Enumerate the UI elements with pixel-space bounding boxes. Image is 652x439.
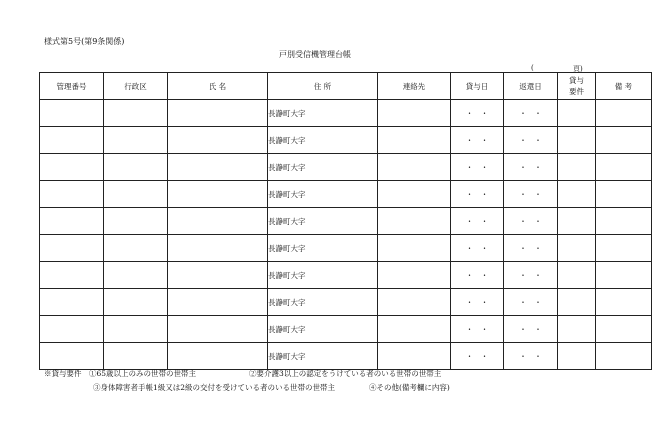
table-row bbox=[40, 100, 652, 127]
table-row bbox=[40, 289, 652, 316]
table-row bbox=[40, 208, 652, 235]
header-row bbox=[40, 73, 652, 100]
column-header-district: 行政区 bbox=[104, 73, 168, 100]
return-date-cell: ・ ・ bbox=[504, 100, 558, 127]
management-number-cell bbox=[40, 100, 104, 127]
contact-cell bbox=[378, 127, 451, 154]
return-date-cell: ・ ・ bbox=[504, 262, 558, 289]
return-date-cell: ・ ・ bbox=[504, 343, 558, 370]
name-cell bbox=[168, 289, 268, 316]
lending-requirement-cell bbox=[558, 289, 596, 316]
lending-requirement-cell bbox=[558, 208, 596, 235]
column-header-management-number: 管理番号 bbox=[40, 73, 104, 100]
lending-requirement-cell bbox=[558, 127, 596, 154]
return-date-cell: ・ ・ bbox=[504, 127, 558, 154]
district-cell bbox=[104, 208, 168, 235]
remarks-cell bbox=[596, 316, 652, 343]
note-item-2: ②要介護3以上の認定をうけている者のいる世帯の世帯主 bbox=[249, 369, 442, 378]
table-row bbox=[40, 316, 652, 343]
management-number-cell bbox=[40, 343, 104, 370]
contact-cell bbox=[378, 235, 451, 262]
table-row bbox=[40, 343, 652, 370]
lend-date-cell: ・ ・ bbox=[451, 235, 504, 262]
lend-date-cell: ・ ・ bbox=[451, 100, 504, 127]
contact-cell bbox=[378, 154, 451, 181]
remarks-cell bbox=[596, 181, 652, 208]
column-header-lend-date: 貸与日 bbox=[451, 73, 504, 100]
district-cell bbox=[104, 262, 168, 289]
district-cell bbox=[104, 100, 168, 127]
form-number: 様式第5号(第9条関係) bbox=[44, 37, 125, 46]
management-number-cell bbox=[40, 127, 104, 154]
address-cell: 長瀞町大字 bbox=[268, 154, 378, 181]
lend-date-cell: ・ ・ bbox=[451, 289, 504, 316]
lend-date-cell: ・ ・ bbox=[451, 316, 504, 343]
return-date-cell: ・ ・ bbox=[504, 316, 558, 343]
district-cell bbox=[104, 343, 168, 370]
address-cell: 長瀞町大字 bbox=[268, 262, 378, 289]
management-number-cell bbox=[40, 235, 104, 262]
lending-requirement-cell bbox=[558, 343, 596, 370]
lend-date-cell: ・ ・ bbox=[451, 181, 504, 208]
district-cell bbox=[104, 181, 168, 208]
lending-requirement-cell bbox=[558, 181, 596, 208]
contact-cell bbox=[378, 343, 451, 370]
contact-cell bbox=[378, 262, 451, 289]
ledger-table bbox=[39, 72, 652, 370]
notes-label: ※貸与要件 bbox=[44, 369, 82, 378]
address-cell: 長瀞町大字 bbox=[268, 127, 378, 154]
remarks-cell bbox=[596, 343, 652, 370]
remarks-cell bbox=[596, 262, 652, 289]
name-cell bbox=[168, 343, 268, 370]
management-number-cell bbox=[40, 208, 104, 235]
lend-date-cell: ・ ・ bbox=[451, 127, 504, 154]
column-header-remarks: 備 考 bbox=[596, 73, 652, 100]
name-cell bbox=[168, 235, 268, 262]
name-cell bbox=[168, 316, 268, 343]
management-number-cell bbox=[40, 181, 104, 208]
name-cell bbox=[168, 181, 268, 208]
address-cell: 長瀞町大字 bbox=[268, 100, 378, 127]
contact-cell bbox=[378, 208, 451, 235]
address-cell: 長瀞町大字 bbox=[268, 235, 378, 262]
lending-requirement-cell bbox=[558, 262, 596, 289]
address-cell: 長瀞町大字 bbox=[268, 181, 378, 208]
name-cell bbox=[168, 100, 268, 127]
address-cell: 長瀞町大字 bbox=[268, 316, 378, 343]
column-header-lending-requirement: 貸与要件 bbox=[558, 73, 596, 100]
district-cell bbox=[104, 316, 168, 343]
return-date-cell: ・ ・ bbox=[504, 208, 558, 235]
district-cell bbox=[104, 127, 168, 154]
address-cell: 長瀞町大字 bbox=[268, 343, 378, 370]
management-number-cell bbox=[40, 154, 104, 181]
return-date-cell: ・ ・ bbox=[504, 289, 558, 316]
contact-cell bbox=[378, 289, 451, 316]
page-number-close: 頁) bbox=[573, 65, 583, 73]
address-cell: 長瀞町大字 bbox=[268, 208, 378, 235]
remarks-cell bbox=[596, 127, 652, 154]
remarks-cell bbox=[596, 289, 652, 316]
column-header-address: 住 所 bbox=[268, 73, 378, 100]
lending-requirement-cell bbox=[558, 100, 596, 127]
column-header-name: 氏 名 bbox=[168, 73, 268, 100]
lending-requirement-cell bbox=[558, 235, 596, 262]
table-row bbox=[40, 154, 652, 181]
column-header-contact: 連絡先 bbox=[378, 73, 451, 100]
column-header-return-date: 返還日 bbox=[504, 73, 558, 100]
contact-cell bbox=[378, 181, 451, 208]
return-date-cell: ・ ・ bbox=[504, 235, 558, 262]
management-number-cell bbox=[40, 316, 104, 343]
note-item-4: ④その他(備考欄に内容) bbox=[369, 383, 450, 392]
note-item-1: ①65歳以上のみの世帯の世帯主 bbox=[89, 369, 197, 378]
table-row bbox=[40, 235, 652, 262]
district-cell bbox=[104, 289, 168, 316]
management-number-cell bbox=[40, 289, 104, 316]
page-title: 戸別受信機管理台帳 bbox=[279, 50, 351, 59]
note-item-3: ③身体障害者手帳1級又は2級の交付を受けている者のいる世帯の世帯主 bbox=[93, 383, 336, 392]
district-cell bbox=[104, 154, 168, 181]
table-row bbox=[40, 262, 652, 289]
address-cell: 長瀞町大字 bbox=[268, 289, 378, 316]
lend-date-cell: ・ ・ bbox=[451, 154, 504, 181]
return-date-cell: ・ ・ bbox=[504, 154, 558, 181]
lend-date-cell: ・ ・ bbox=[451, 343, 504, 370]
name-cell bbox=[168, 262, 268, 289]
management-number-cell bbox=[40, 262, 104, 289]
page-number-open: ( bbox=[531, 64, 534, 72]
lending-requirement-cell bbox=[558, 316, 596, 343]
name-cell bbox=[168, 208, 268, 235]
remarks-cell bbox=[596, 154, 652, 181]
remarks-cell bbox=[596, 208, 652, 235]
name-cell bbox=[168, 127, 268, 154]
table-row bbox=[40, 127, 652, 154]
remarks-cell bbox=[596, 100, 652, 127]
lend-date-cell: ・ ・ bbox=[451, 262, 504, 289]
table-row bbox=[40, 181, 652, 208]
contact-cell bbox=[378, 100, 451, 127]
lend-date-cell: ・ ・ bbox=[451, 208, 504, 235]
name-cell bbox=[168, 154, 268, 181]
district-cell bbox=[104, 235, 168, 262]
return-date-cell: ・ ・ bbox=[504, 181, 558, 208]
lending-requirement-cell bbox=[558, 154, 596, 181]
remarks-cell bbox=[596, 235, 652, 262]
contact-cell bbox=[378, 316, 451, 343]
